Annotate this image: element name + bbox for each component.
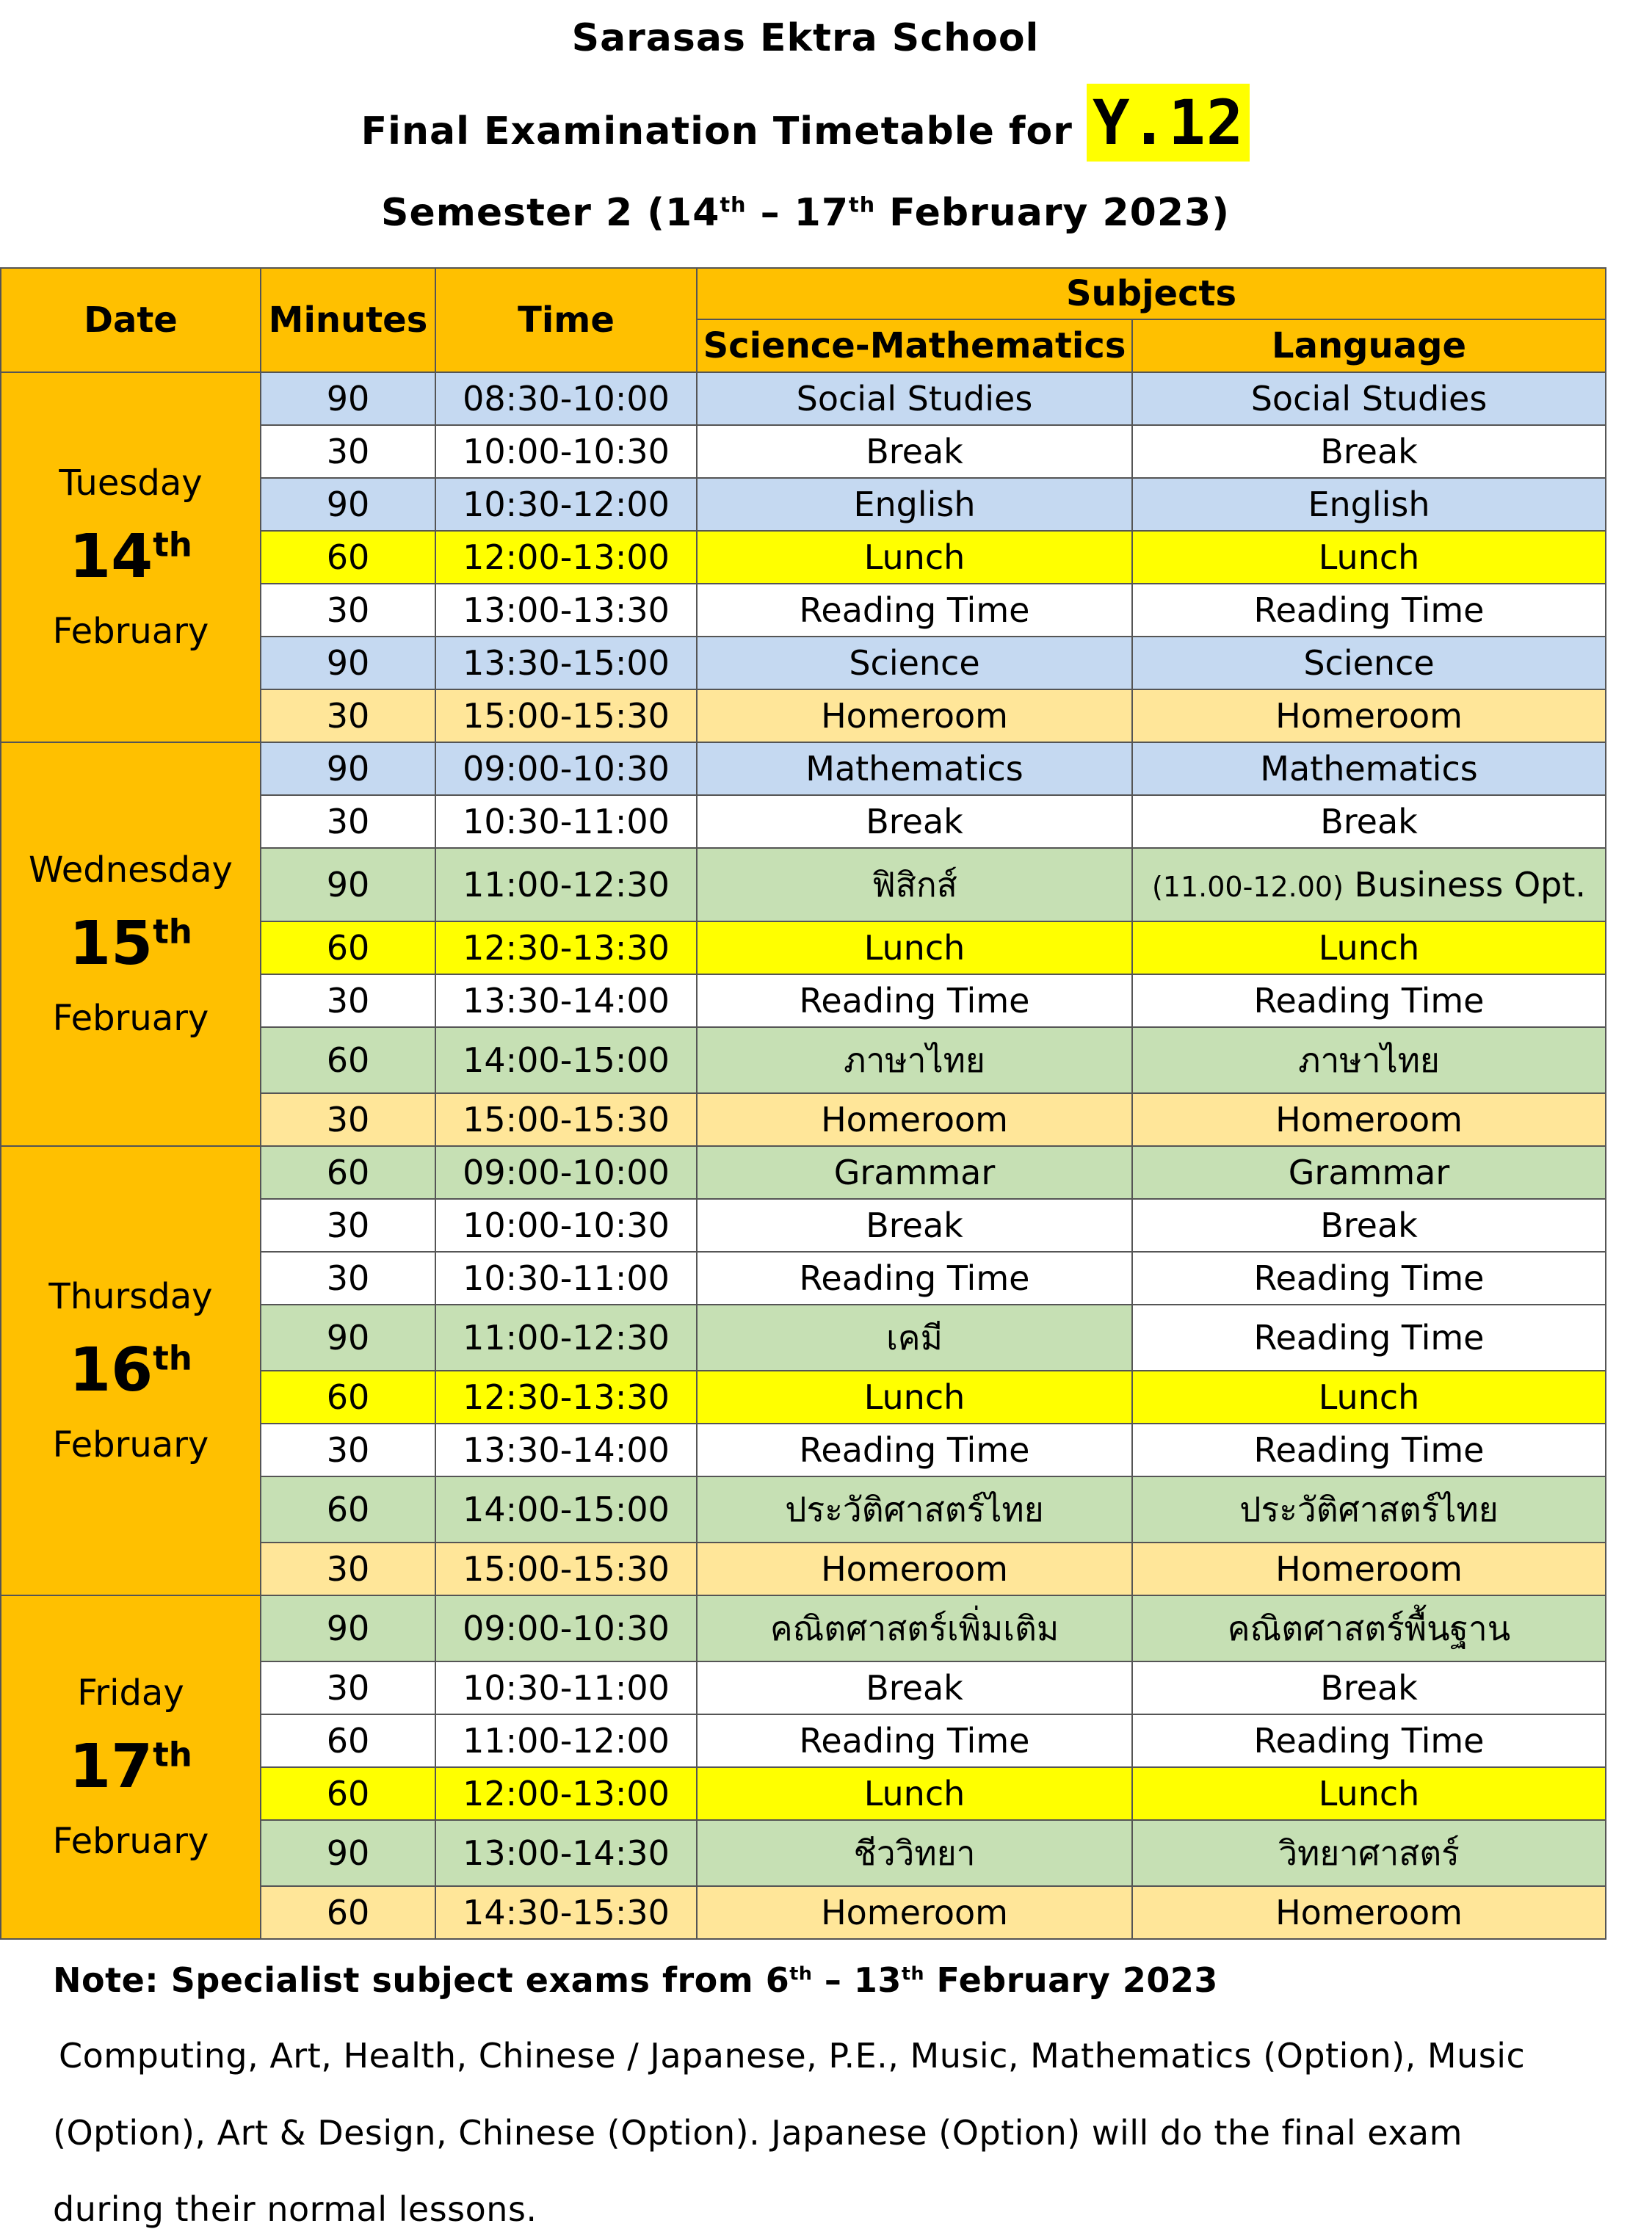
language-cell: Reading Time	[1132, 1714, 1606, 1767]
day-weekday: Friday	[77, 1672, 184, 1714]
time-cell: 10:30-11:00	[435, 1661, 697, 1714]
day-number: 14th	[69, 522, 192, 592]
minutes-cell: 90	[261, 637, 435, 689]
timetable-title	[0, 87, 1611, 159]
science-mathematics-cell: Reading Time	[697, 974, 1132, 1027]
science-mathematics-cell: Homeroom	[697, 1886, 1132, 1939]
time-cell: 13:00-13:30	[435, 584, 697, 637]
science-mathematics-cell: Social Studies	[697, 372, 1132, 425]
time-cell: 10:00-10:30	[435, 1199, 697, 1252]
science-mathematics-cell: Homeroom	[697, 1543, 1132, 1595]
note-line-3: during their normal lessons.	[53, 2189, 537, 2229]
language-cell: Lunch	[1132, 921, 1606, 974]
note-mid: – 13	[812, 1960, 902, 2000]
minutes-cell: 30	[261, 425, 435, 478]
time-cell: 15:00-15:30	[435, 1543, 697, 1595]
note-heading	[53, 1960, 1595, 2000]
minutes-cell: 90	[261, 1820, 435, 1886]
language-cell: Social Studies	[1132, 372, 1606, 425]
science-mathematics-cell: Homeroom	[697, 1093, 1132, 1146]
science-mathematics-cell: เคมี	[697, 1305, 1132, 1371]
time-cell: 13:30-15:00	[435, 637, 697, 689]
title-prefix: Final Examination Timetable for	[361, 109, 1073, 153]
language-cell	[1132, 848, 1606, 921]
language-cell: Homeroom	[1132, 689, 1606, 742]
language-cell: Homeroom	[1132, 1093, 1606, 1146]
minutes-cell: 30	[261, 795, 435, 848]
minutes-cell: 90	[261, 742, 435, 795]
table-row	[1, 1595, 1606, 1661]
time-cell: 13:30-14:00	[435, 1424, 697, 1476]
science-mathematics-cell: Reading Time	[697, 584, 1132, 637]
minutes-cell: 60	[261, 1886, 435, 1939]
semester-sup-2: th	[849, 192, 876, 217]
table-row	[1, 742, 1606, 795]
time-cell: 12:00-13:00	[435, 1767, 697, 1820]
time-cell: 14:00-15:00	[435, 1027, 697, 1093]
header-subjects: Subjects	[697, 268, 1606, 319]
minutes-cell: 60	[261, 1146, 435, 1199]
note-prefix: Note: Specialist subject exams from 6	[53, 1960, 790, 2000]
day-weekday: Thursday	[48, 1276, 213, 1318]
science-mathematics-cell: Break	[697, 425, 1132, 478]
science-mathematics-cell: Break	[697, 1199, 1132, 1252]
minutes-cell: 60	[261, 531, 435, 584]
exam-timetable	[0, 267, 1606, 1940]
language-cell: Reading Time	[1132, 1252, 1606, 1305]
day-cell	[1, 1595, 261, 1939]
day-month: February	[52, 1424, 209, 1465]
science-mathematics-cell: Reading Time	[697, 1252, 1132, 1305]
science-mathematics-cell: Lunch	[697, 1767, 1132, 1820]
minutes-cell: 30	[261, 689, 435, 742]
time-cell: 09:00-10:30	[435, 742, 697, 795]
time-cell: 10:00-10:30	[435, 425, 697, 478]
language-cell: Break	[1132, 1199, 1606, 1252]
language-time-note: (11.00-12.00)	[1151, 871, 1344, 903]
language-cell: English	[1132, 478, 1606, 531]
day-cell	[1, 372, 261, 742]
minutes-cell: 90	[261, 1305, 435, 1371]
year-highlight: Y.12	[1087, 84, 1250, 162]
day-weekday: Wednesday	[29, 849, 233, 891]
science-mathematics-cell: Lunch	[697, 1371, 1132, 1424]
header-date: Date	[1, 268, 261, 372]
semester-line	[0, 191, 1611, 235]
semester-suffix: February 2023)	[875, 191, 1230, 235]
semester-mid: – 17	[746, 191, 849, 235]
language-cell: Break	[1132, 1661, 1606, 1714]
language-cell: Homeroom	[1132, 1886, 1606, 1939]
science-mathematics-cell: Reading Time	[697, 1714, 1132, 1767]
science-mathematics-cell: ชีววิทยา	[697, 1820, 1132, 1886]
table-row	[1, 372, 1606, 425]
science-mathematics-cell: Lunch	[697, 921, 1132, 974]
language-cell: วิทยาศาสตร์	[1132, 1820, 1606, 1886]
day-month: February	[52, 610, 209, 652]
minutes-cell: 60	[261, 1027, 435, 1093]
time-cell: 12:30-13:30	[435, 921, 697, 974]
science-mathematics-cell: English	[697, 478, 1132, 531]
time-cell: 15:00-15:30	[435, 689, 697, 742]
minutes-cell: 30	[261, 584, 435, 637]
time-cell: 10:30-11:00	[435, 1252, 697, 1305]
language-cell: Reading Time	[1132, 974, 1606, 1027]
minutes-cell: 90	[261, 372, 435, 425]
minutes-cell: 60	[261, 1767, 435, 1820]
science-mathematics-cell: Grammar	[697, 1146, 1132, 1199]
time-cell: 13:30-14:00	[435, 974, 697, 1027]
time-cell: 11:00-12:30	[435, 848, 697, 921]
time-cell: 11:00-12:30	[435, 1305, 697, 1371]
science-mathematics-cell: Mathematics	[697, 742, 1132, 795]
minutes-cell: 30	[261, 1424, 435, 1476]
minutes-cell: 30	[261, 1252, 435, 1305]
language-cell: Reading Time	[1132, 1424, 1606, 1476]
minutes-cell: 30	[261, 1199, 435, 1252]
language-cell: Homeroom	[1132, 1543, 1606, 1595]
time-cell: 12:30-13:30	[435, 1371, 697, 1424]
science-mathematics-cell: คณิตศาสตร์เพิ่มเติม	[697, 1595, 1132, 1661]
time-cell: 08:30-10:00	[435, 372, 697, 425]
language-subject: Business Opt.	[1343, 865, 1587, 905]
time-cell: 14:30-15:30	[435, 1886, 697, 1939]
language-cell: Lunch	[1132, 1371, 1606, 1424]
table-row	[1, 1146, 1606, 1199]
minutes-cell: 90	[261, 478, 435, 531]
time-cell: 09:00-10:30	[435, 1595, 697, 1661]
language-cell: Reading Time	[1132, 584, 1606, 637]
note-sup-2: th	[901, 1962, 924, 1985]
time-cell: 13:00-14:30	[435, 1820, 697, 1886]
minutes-cell: 30	[261, 974, 435, 1027]
note-suffix: February 2023	[924, 1960, 1218, 2000]
minutes-cell: 60	[261, 1714, 435, 1767]
minutes-cell: 90	[261, 1595, 435, 1661]
time-cell: 10:30-11:00	[435, 795, 697, 848]
school-name: Sarasas Ektra School	[571, 16, 1040, 60]
time-cell: 10:30-12:00	[435, 478, 697, 531]
minutes-cell: 60	[261, 1371, 435, 1424]
semester-sup-1: th	[720, 192, 747, 217]
day-cell	[1, 1146, 261, 1595]
science-mathematics-cell: Science	[697, 637, 1132, 689]
language-cell: คณิตศาสตร์พื้นฐาน	[1132, 1595, 1606, 1661]
science-mathematics-cell: Lunch	[697, 531, 1132, 584]
language-cell: Grammar	[1132, 1146, 1606, 1199]
header-time: Time	[435, 268, 697, 372]
language-cell: Break	[1132, 795, 1606, 848]
science-mathematics-cell: Break	[697, 795, 1132, 848]
day-month: February	[52, 997, 209, 1039]
minutes-cell: 90	[261, 848, 435, 921]
science-mathematics-cell: ฟิสิกส์	[697, 848, 1132, 921]
time-cell: 15:00-15:30	[435, 1093, 697, 1146]
language-cell: Science	[1132, 637, 1606, 689]
header-language: Language	[1132, 319, 1606, 372]
minutes-cell: 30	[261, 1661, 435, 1714]
science-mathematics-cell: ภาษาไทย	[697, 1027, 1132, 1093]
header-minutes: Minutes	[261, 268, 435, 372]
day-number: 15th	[69, 909, 192, 979]
time-cell: 14:00-15:00	[435, 1476, 697, 1543]
minutes-cell: 30	[261, 1543, 435, 1595]
science-mathematics-cell: ประวัติศาสตร์ไทย	[697, 1476, 1132, 1543]
language-cell: Lunch	[1132, 1767, 1606, 1820]
note-line-1: Computing, Art, Health, Chinese / Japanese, P.E., Music, Mathematics (Option), Music	[59, 2036, 1526, 2076]
semester-prefix: Semester 2 (14	[381, 191, 720, 235]
language-cell: ภาษาไทย	[1132, 1027, 1606, 1093]
language-cell: Mathematics	[1132, 742, 1606, 795]
note-sup-1: th	[789, 1962, 813, 1985]
header-science-mathematics: Science-Mathematics	[697, 319, 1132, 372]
language-cell: Reading Time	[1132, 1305, 1606, 1371]
day-number: 17th	[69, 1732, 192, 1802]
language-cell: Break	[1132, 425, 1606, 478]
time-cell: 12:00-13:00	[435, 531, 697, 584]
time-cell: 09:00-10:00	[435, 1146, 697, 1199]
minutes-cell: 60	[261, 921, 435, 974]
day-month: February	[52, 1820, 209, 1862]
science-mathematics-cell: Break	[697, 1661, 1132, 1714]
note-line-2: (Option), Art & Design, Chinese (Option). Japanese (Option) will do the final exam	[53, 2113, 1463, 2153]
minutes-cell: 30	[261, 1093, 435, 1146]
time-cell: 11:00-12:00	[435, 1714, 697, 1767]
day-number: 16th	[69, 1335, 192, 1406]
minutes-cell: 60	[261, 1476, 435, 1543]
science-mathematics-cell: Homeroom	[697, 689, 1132, 742]
language-cell: ประวัติศาสตร์ไทย	[1132, 1476, 1606, 1543]
day-cell	[1, 742, 261, 1146]
language-cell: Lunch	[1132, 531, 1606, 584]
day-weekday: Tuesday	[59, 463, 203, 504]
science-mathematics-cell: Reading Time	[697, 1424, 1132, 1476]
